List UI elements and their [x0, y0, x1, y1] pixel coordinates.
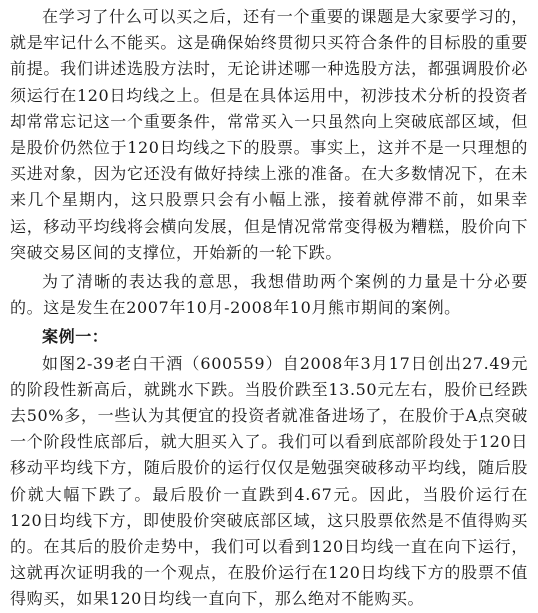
paragraph-intro: 在学习了什么可以买之后，还有一个重要的课题是大家要学习的，就是牢记什么不能买。这是确保始终贯彻只买符合条件的目标股的重要前提。我们讲述选股方法时，无论讲述哪一种选股方法，都强调股价必须运行在120日均线之上。但是在具体运用中，初涉技术分析的投资者却常常忘记这一个重要条件，常常买入一只虽然向上突破底部区域，但是股价仍然位于120日均线之下的股票。事实上，这并不是一只理想的买进对象，因为它还没有做好持续上涨的准备。在大多数情况下，在未来几个星期内，这只股票只会有小幅上涨，接着就停滞不前，如果幸运，移动平均线将会横向发展，但是情况常常变得极为糟糕，股价向下突破交易区间的支撑位，开始新的一轮下跌。 — [10, 7, 528, 262]
case-heading: 案例一： — [42, 327, 109, 347]
paragraph-case-intro: 为了清晰的表达我的意思，我想借助两个案例的力量是十分必要的。这是发生在2007年10月-2008年10月熊市期间的案例。 — [10, 272, 528, 318]
paragraph-case-one: 如图2-39老白干酒（600559）自2008年3月17日创出27.49元的阶段性新高后，就跳水下跌。当股价跌至13.50元左右，股价已经跌去50%多，一些认为其便宜的投资者就准备进场了，在股价于A点突破一个阶段性底部后，就大胆买入了。我们可以看到底部阶段处于120日移动平均线下方，随后股价的运行仅仅是勉强突破移动平均线，随后股价就大幅下跌了。最后股价一直跌到4.67元。因此，当股价运行在120日均线下方，即使股价突破底部区域，这只股票依然是不值得购买的。在其后的股价走势中，我们可以看到120日均线一直在向下运行，这就再次证明我的一个观点，在股价运行在120日均线下方的股票不值得购买，如果120日均线一直向下，那么绝对不能购买。 — [10, 353, 528, 609]
